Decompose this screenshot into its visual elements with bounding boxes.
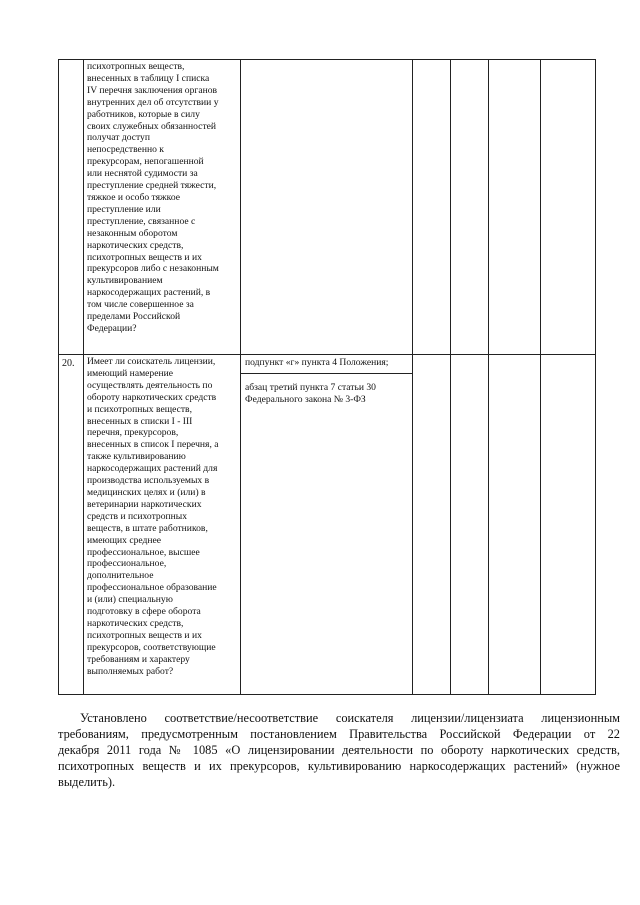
text-line: наркосодержащих растений, в xyxy=(87,287,211,299)
text-line: и психотропных веществ, xyxy=(87,403,192,415)
text-line: внесенных в список I перечня, а xyxy=(87,439,219,451)
text-line: дополнительное xyxy=(87,570,154,582)
text-line: психотропных веществ и их xyxy=(87,629,202,641)
row-number xyxy=(59,60,84,355)
text-line: внесенных в списки I - III xyxy=(87,415,193,427)
question-text xyxy=(87,61,237,335)
text-line: том числе совершенное за xyxy=(87,299,194,311)
text-line: наркотических средств, xyxy=(87,617,184,629)
text-line: наркосодержащих растений для xyxy=(87,463,218,475)
text-line: или неснятой судимости за xyxy=(87,168,198,180)
text-line: имеющий намерение xyxy=(87,367,173,379)
conclusion-line: психотропных веществ и их прекурсоров, культивированию наркосодержащих растений» (нужное xyxy=(58,759,620,773)
empty-cell xyxy=(451,60,489,355)
empty-cell xyxy=(541,60,596,355)
text-line: профессиональное образование xyxy=(87,582,217,594)
text-line: подготовку в сфере оборота xyxy=(87,606,201,618)
text-line: имеющих среднее xyxy=(87,534,162,546)
text-line: веществ, в штате работников, xyxy=(87,522,208,534)
text-line: перечня, прекурсоров, xyxy=(87,427,179,439)
text-line: преступление, связанное с xyxy=(87,215,196,227)
text-line: работников, которые в силу xyxy=(87,108,200,120)
text-line: Федерального закона № 3-ФЗ xyxy=(245,393,366,405)
text-line: выполняемых работ? xyxy=(87,665,174,677)
text-line: Имеет ли соискатель лицензии, xyxy=(87,356,216,367)
text-line: культивированием xyxy=(87,275,163,287)
text-line: профессиональное, высшее xyxy=(87,546,200,558)
text-line: осуществлять деятельность по xyxy=(87,379,213,391)
text-line: прекурсорам, непогашенной xyxy=(87,156,204,168)
text-line: получат доступ xyxy=(87,132,150,144)
text-line: внутренних дел об отсутствии у xyxy=(87,96,219,108)
text-line: непосредственно к xyxy=(87,144,164,156)
conclusion-line: Установлено соответствие/несоответствие соискателя лицензии/лицензиата лицензионным xyxy=(80,711,620,725)
empty-cell xyxy=(413,60,451,355)
empty-cell xyxy=(413,355,451,695)
text-line: незаконным оборотом xyxy=(87,227,178,239)
reference-federal-law xyxy=(241,374,412,406)
conclusion-paragraph xyxy=(58,710,620,790)
license-requirements-table xyxy=(58,59,596,695)
reference-cell xyxy=(241,355,413,695)
table-row xyxy=(59,355,596,695)
text-line: Федерации? xyxy=(87,322,137,334)
text-line: производства используемых в xyxy=(87,475,210,487)
text-line: средств и психотропных xyxy=(87,510,188,522)
text-line: и (или) специальную xyxy=(87,594,173,606)
text-line: тяжкое и особо тяжкое xyxy=(87,191,181,203)
empty-cell xyxy=(489,355,541,695)
question-cell xyxy=(84,355,241,695)
text-line: прекурсоров либо с незаконным xyxy=(87,263,219,275)
text-line: пределами Российской xyxy=(87,311,181,323)
text-line: психотропных веществ и их xyxy=(87,251,202,263)
text-line: также культивированию xyxy=(87,451,186,463)
text-line: своих служебных обязанностей xyxy=(87,120,217,132)
text-line: обороту наркотических средств xyxy=(87,391,217,403)
text-line: требованиям и характеру xyxy=(87,653,190,665)
text-line: внесенных в таблицу I списка xyxy=(87,72,210,84)
text-line: IV перечня заключения органов xyxy=(87,84,218,96)
text-line: преступление средней тяжести, xyxy=(87,180,217,192)
conclusion-line: выделить). xyxy=(58,775,116,789)
text-line: медицинских целях и (или) в xyxy=(87,486,206,498)
text-line: преступление или xyxy=(87,203,161,215)
text-line: ветеринарии наркотических xyxy=(87,498,202,510)
text-line: прекурсоров, соответствующие xyxy=(87,641,216,653)
row-number: 20. xyxy=(59,355,84,695)
table-row xyxy=(59,60,596,355)
reference-regulation: подпункт «г» пункта 4 Положения; xyxy=(241,355,412,374)
question-cell xyxy=(84,60,241,355)
text-line: абзац третий пункта 7 статьи 30 xyxy=(245,381,376,393)
text-line: наркотических средств, xyxy=(87,239,184,251)
text-line: психотропных веществ, xyxy=(87,61,185,72)
question-text xyxy=(87,356,237,677)
text-line: профессиональное, xyxy=(87,558,167,570)
conclusion-line: декабря 2011 года № 1085 «О лицензировании деятельности по обороту наркотических средств, xyxy=(58,743,620,757)
empty-cell xyxy=(451,355,489,695)
conclusion-line: требованиям, предусмотренным постановлением Правительства Российской Федерации от 22 xyxy=(58,727,620,741)
reference-cell xyxy=(241,60,413,355)
empty-cell xyxy=(541,355,596,695)
empty-cell xyxy=(489,60,541,355)
